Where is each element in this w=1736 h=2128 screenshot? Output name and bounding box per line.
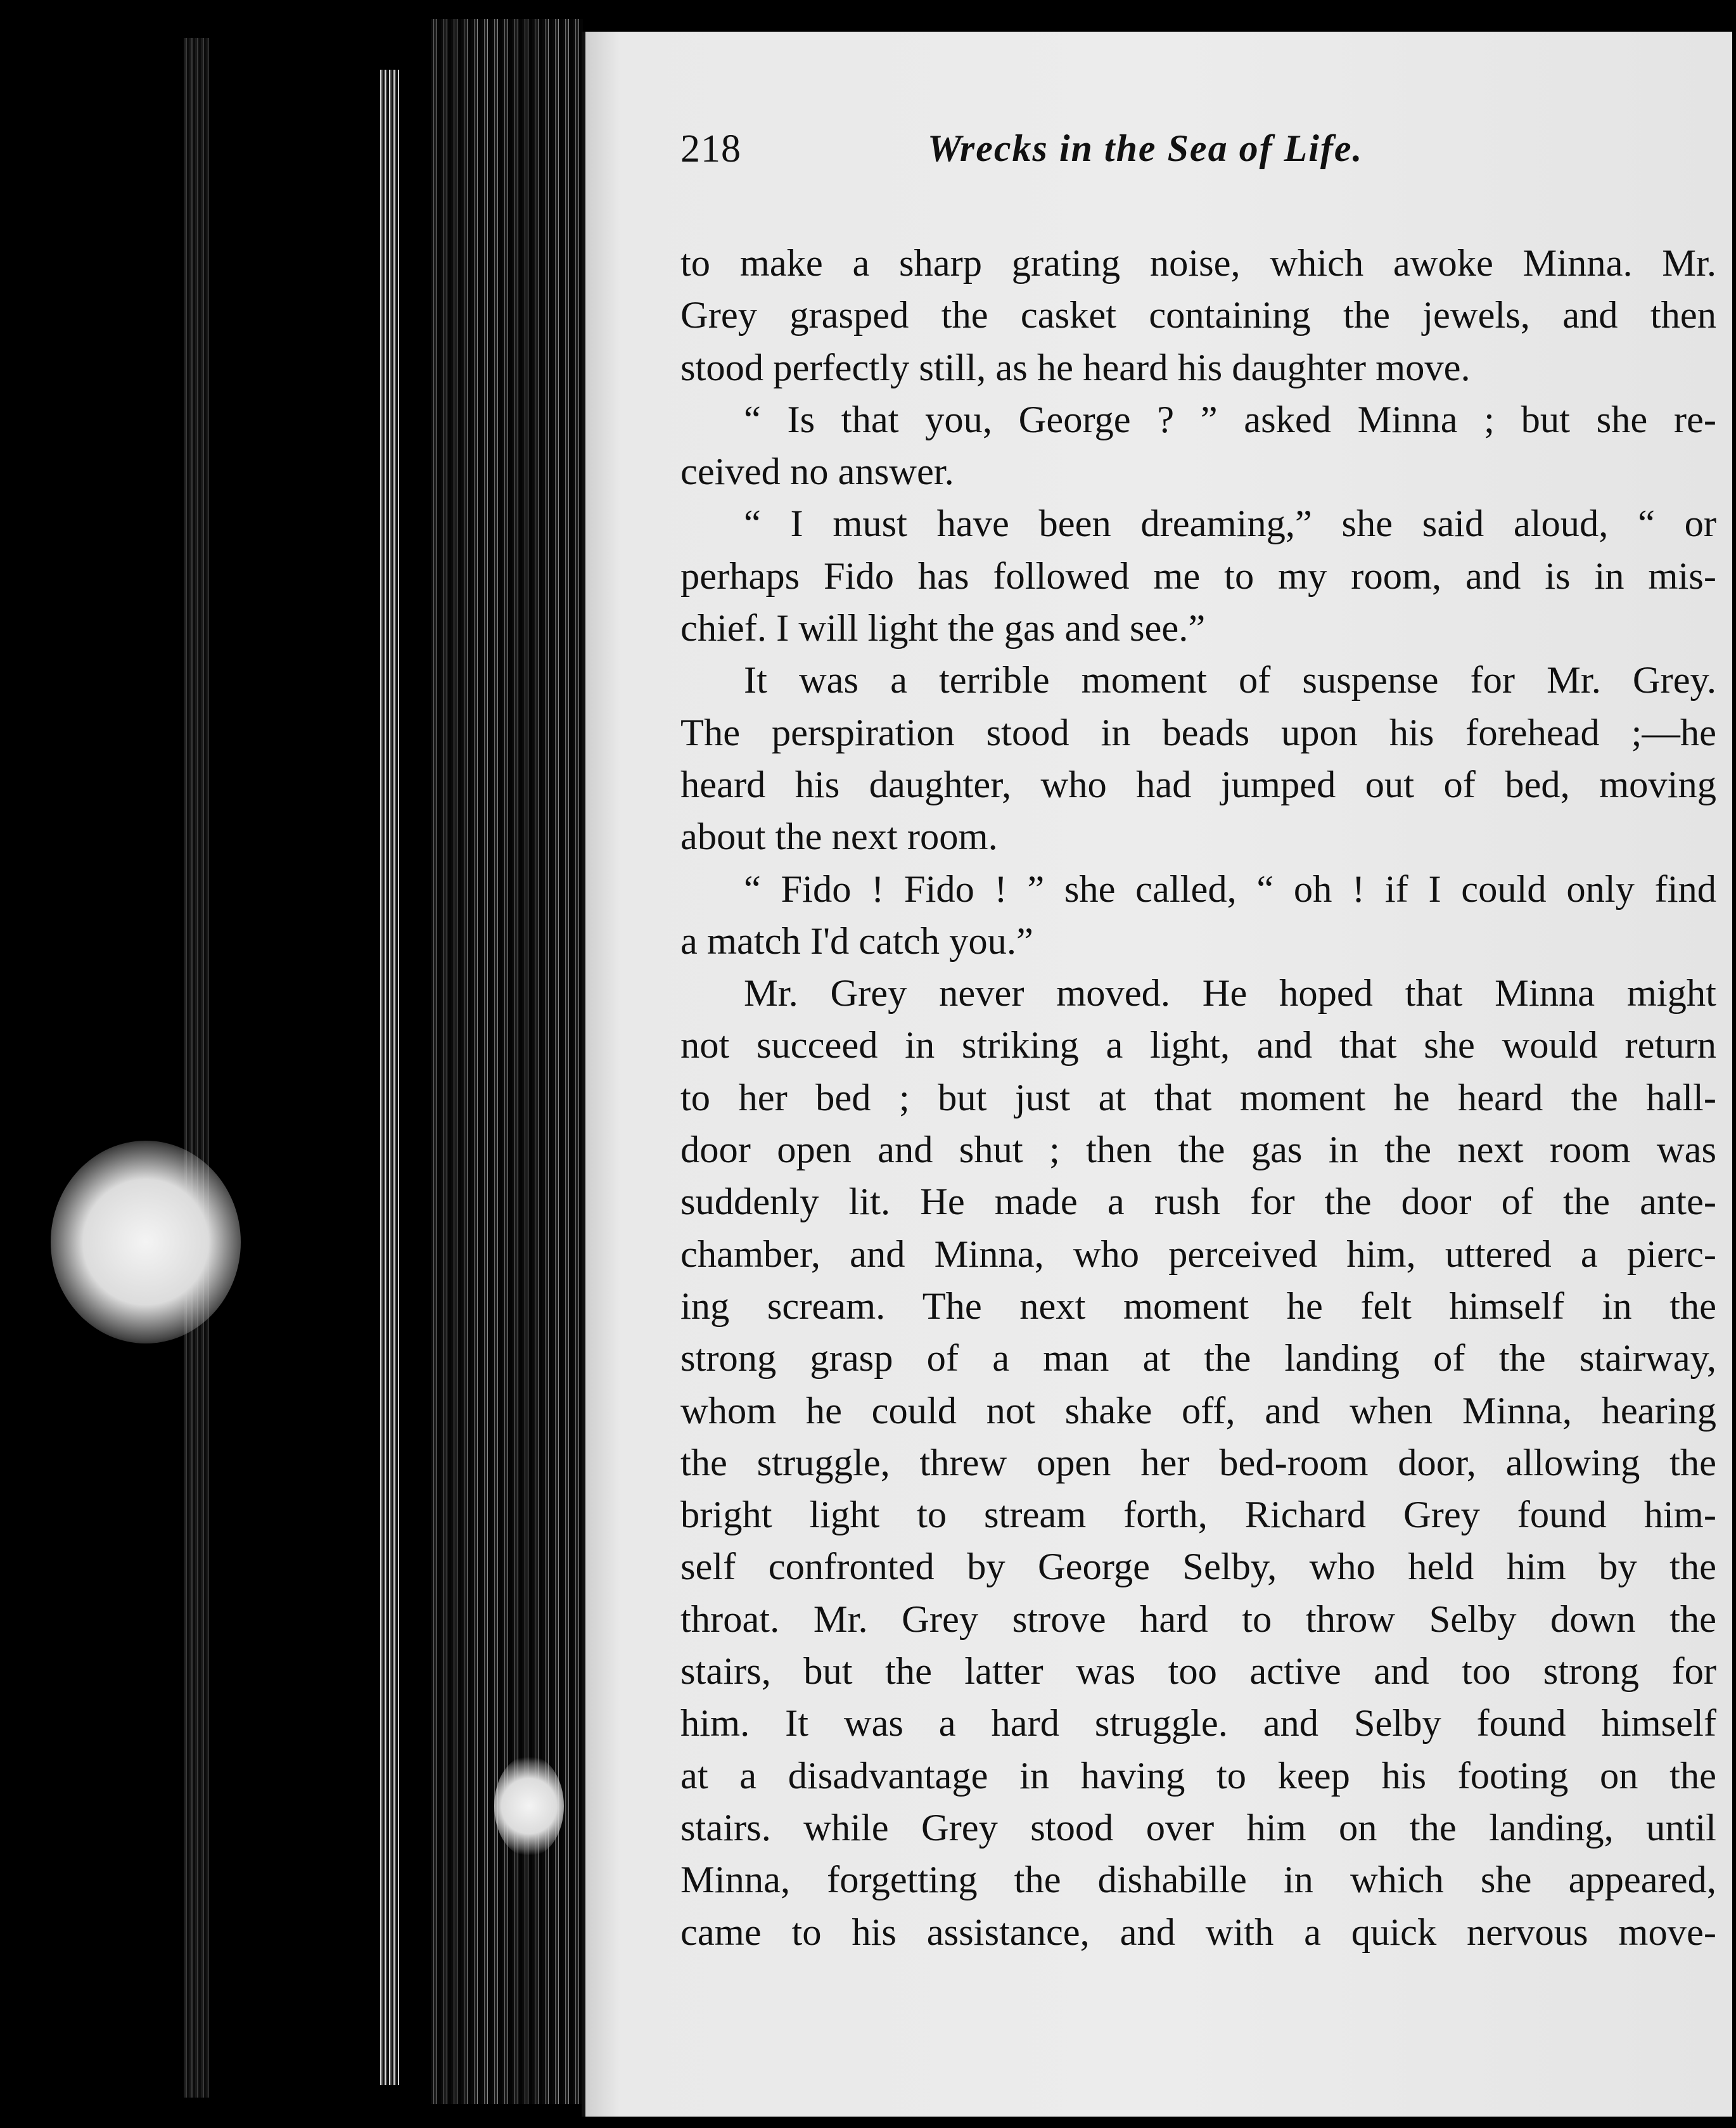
text-line: a match I'd catch you.” — [680, 920, 1033, 963]
text-line: door open and shut ; then the gas in the next room was — [680, 1129, 1716, 1172]
scan-blot-large — [51, 1141, 241, 1343]
book-page — [582, 32, 1732, 2117]
text-line: came to his assistance, and with a quick nervous move- — [680, 1911, 1716, 1954]
running-title: Wrecks in the Sea of Life. — [928, 127, 1363, 169]
text-line: about the next room. — [680, 816, 998, 859]
text-line: strong grasp of a man at the landing of the stairway, — [680, 1337, 1716, 1380]
book-spine-edge — [184, 38, 209, 2098]
text-line: “ Is that you, George ? ” asked Minna ; but she re- — [744, 398, 1716, 441]
text-line: bright light to stream forth, Richard Grey found him- — [680, 1494, 1716, 1537]
body-text — [680, 238, 1716, 1959]
text-line: Mr. Grey never moved. He hoped that Minna might — [744, 972, 1716, 1015]
text-line: stood perfectly still, as he heard his daughter move. — [680, 346, 1471, 389]
text-line: stairs. while Grey stood over him on the landing, until — [680, 1806, 1716, 1849]
text-line: at a disadvantage in having to keep his footing on the — [680, 1754, 1716, 1797]
text-line: to make a sharp grating noise, which awoke Minna. Mr. — [680, 242, 1716, 285]
text-line: It was a terrible moment of suspense for Mr. Grey. — [744, 659, 1716, 702]
text-line: chamber, and Minna, who perceived him, uttered a pierc- — [680, 1233, 1716, 1276]
scan-blot-small — [494, 1755, 564, 1857]
text-line: “ I must have been dreaming,” she said aloud, “ or — [744, 503, 1716, 546]
text-line: stairs, but the latter was too active and too strong for — [680, 1650, 1716, 1693]
text-line: not succeed in striking a light, and that she would return — [680, 1024, 1716, 1067]
text-line: to her bed ; but just at that moment he heard the hall- — [680, 1076, 1716, 1119]
text-line: ing scream. The next moment he felt himself in the — [680, 1285, 1716, 1328]
text-line: the struggle, threw open her bed-room door, allowing the — [680, 1441, 1716, 1484]
text-line: Grey grasped the casket containing the jewels, and then — [680, 294, 1716, 337]
text-line: throat. Mr. Grey strove hard to throw Selby down the — [680, 1598, 1716, 1641]
text-line: heard his daughter, who had jumped out of bed, moving — [680, 763, 1716, 806]
text-line: him. It was a hard struggle. and Selby found himself — [680, 1702, 1716, 1745]
text-line: chief. I will light the gas and see.” — [680, 607, 1206, 650]
text-line: perhaps Fido has followed me to my room, and is in mis- — [680, 554, 1716, 598]
text-line: self confronted by George Selby, who held him by the — [680, 1546, 1716, 1589]
text-line: whom he could not shake off, and when Minna, hearing — [680, 1389, 1716, 1432]
text-line: ceived no answer. — [680, 451, 954, 494]
text-line: Minna, forgetting the dishabille in which she appeared, — [680, 1859, 1716, 1902]
page-block-edge — [380, 70, 399, 2085]
text-line: “ Fido ! Fido ! ” she called, “ oh ! if I could only find — [744, 868, 1716, 911]
text-line: The perspiration stood in beads upon his forehead ;—he — [680, 711, 1716, 754]
page-number: 218 — [680, 127, 741, 170]
text-line: suddenly lit. He made a rush for the door of the ante- — [680, 1181, 1716, 1224]
page-header — [680, 127, 1694, 184]
